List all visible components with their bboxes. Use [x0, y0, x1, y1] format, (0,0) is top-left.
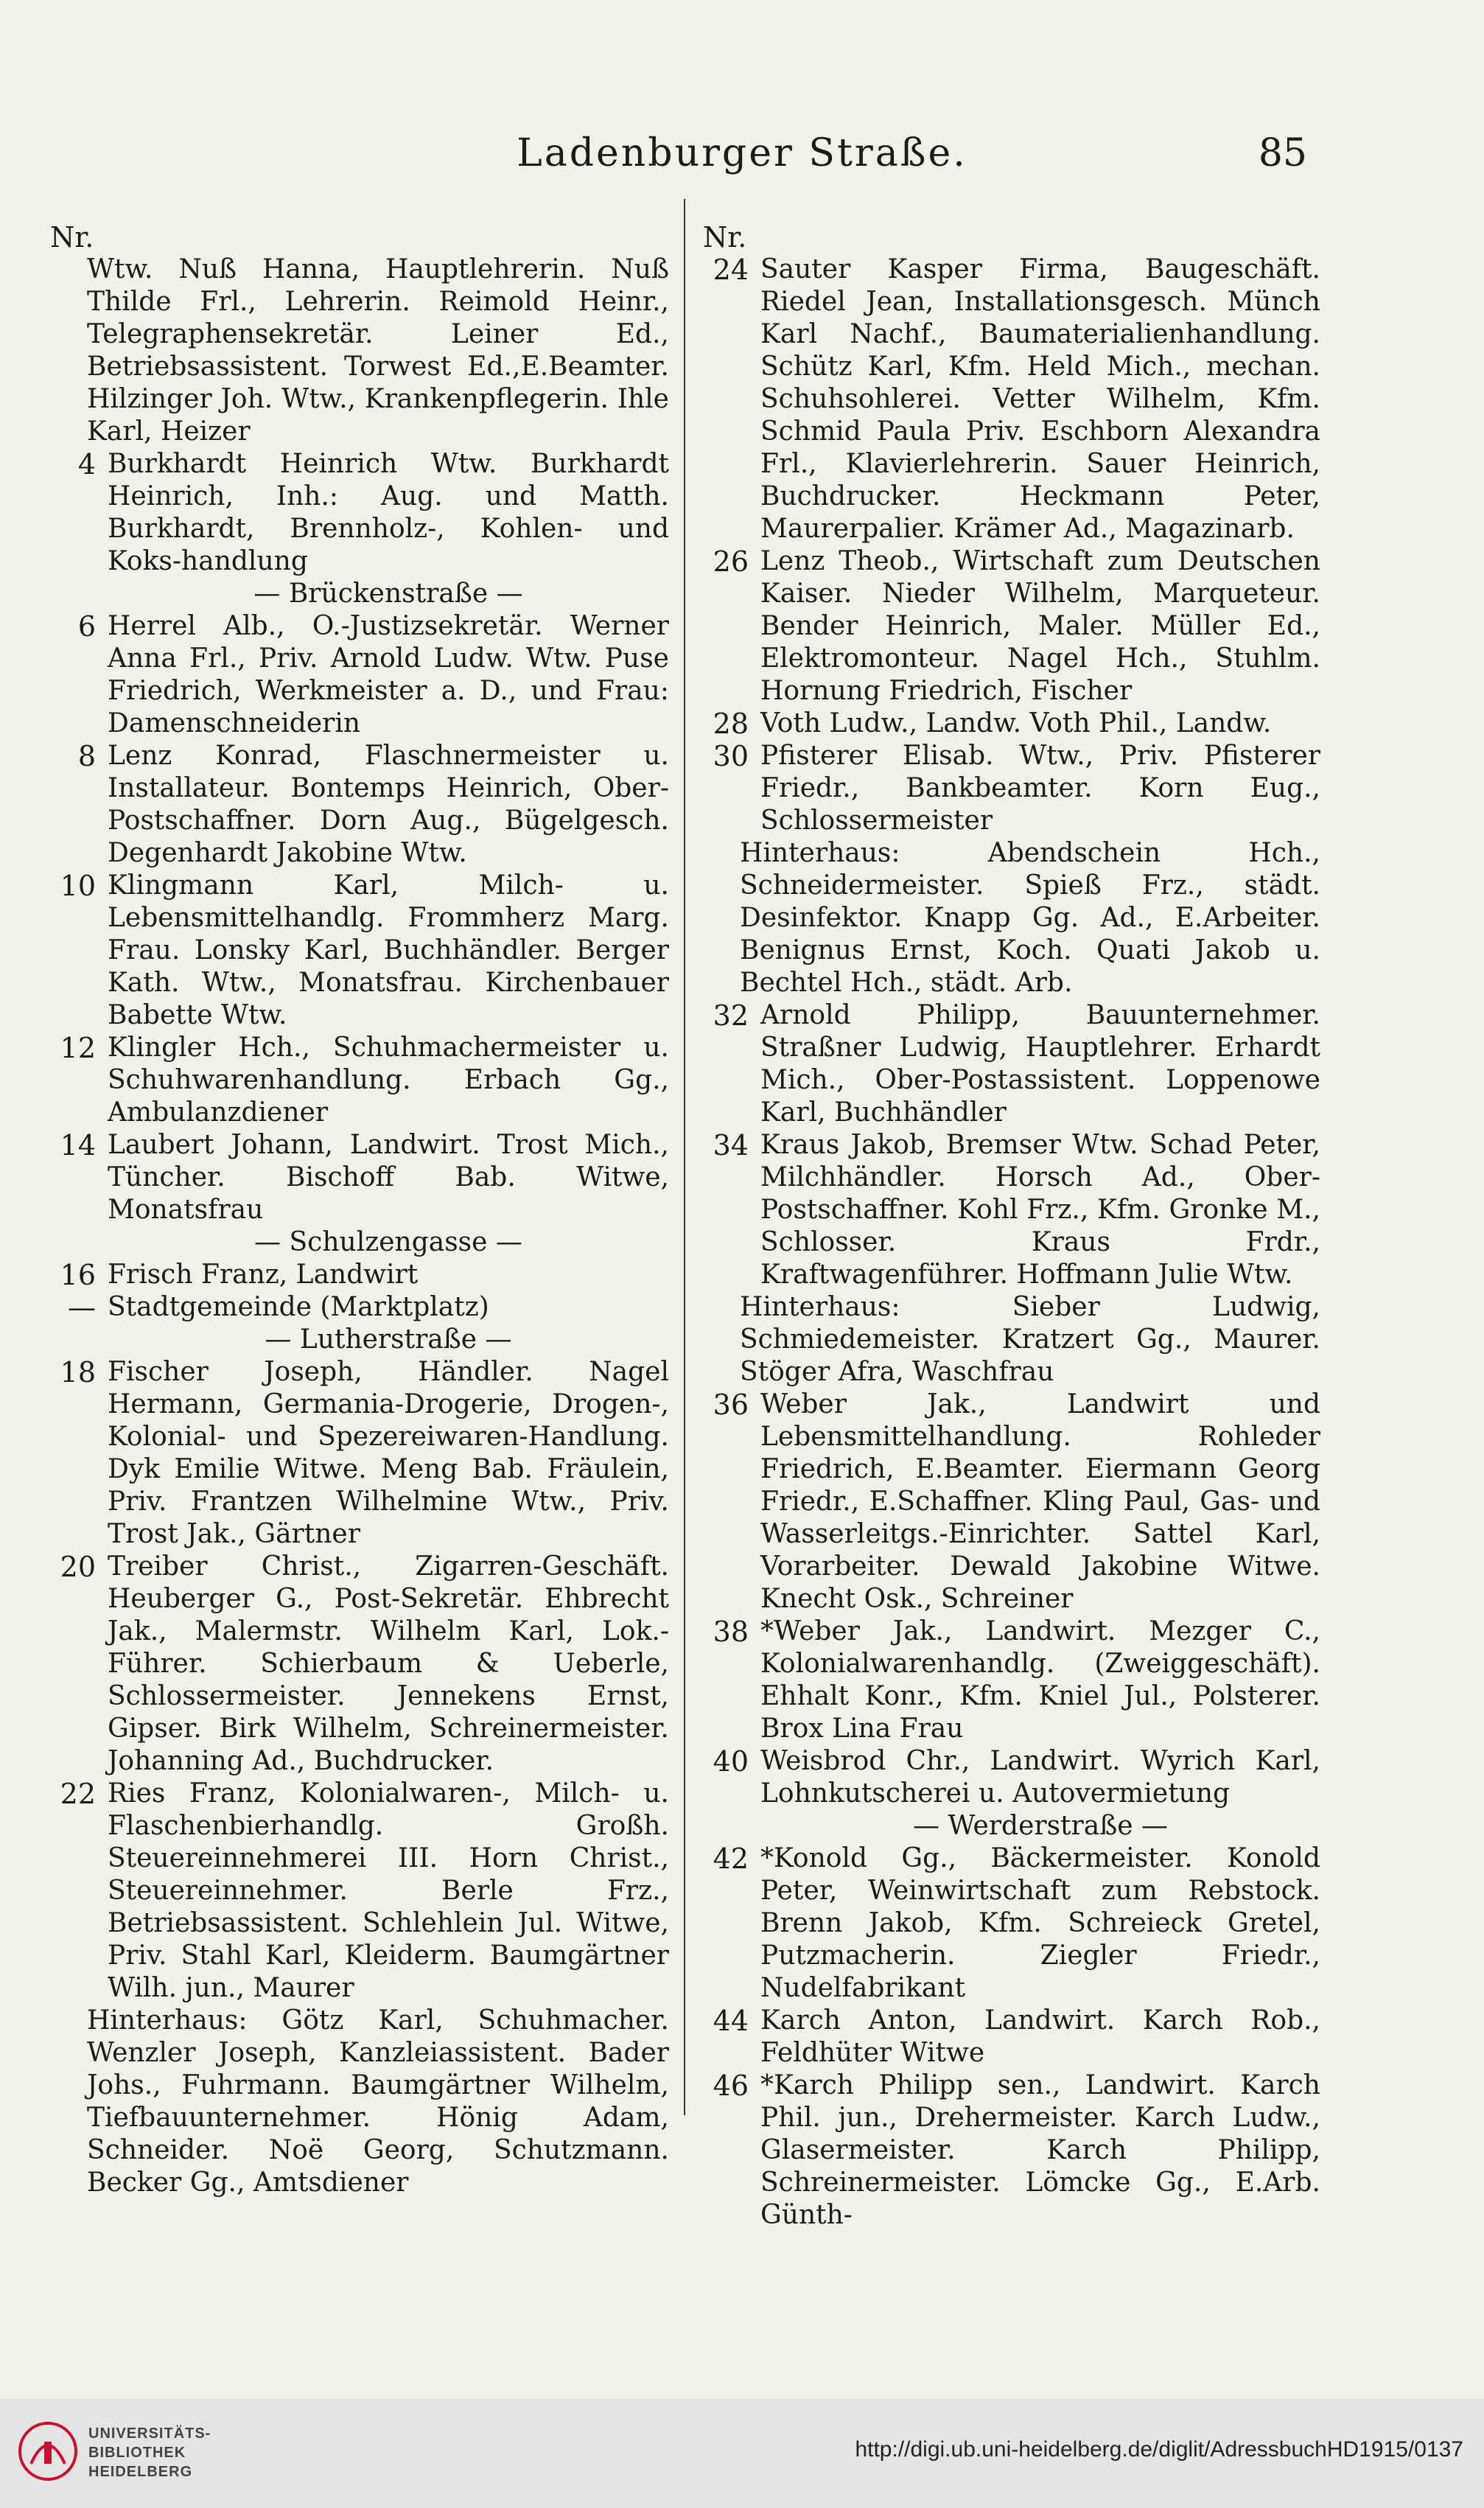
- directory-entry: [703, 1389, 1320, 1615]
- entry-text: Stadtgemeinde (Marktplatz): [108, 1292, 489, 1322]
- directory-entry: [50, 1129, 669, 1226]
- continuation-text: Wtw. Nuß Hanna, Hauptlehrerin. Nuß Thilde Frl., Lehrerin. Reimold Heinr., Telegraphensekretär. Leiner Ed., Betriebsassistent. Torwest Ed.,E.Beamter. Hilzinger Joh. Wtw., Krankenpflegerin. Ihle Karl, Heizer: [87, 254, 669, 447]
- directory-entry: [703, 2005, 1320, 2069]
- entry-text: Frisch Franz, Landwirt: [108, 1260, 419, 1290]
- house-number: 34: [713, 1129, 749, 1162]
- entry-text: Klingmann Karl, Milch- u. Lebensmittelhandlg. Frommherz Marg. Frau. Lonsky Karl, Buchhändler. Berger Kath. Wtw., Monatsfrau. Kirchenbauer Babette Wtw.: [108, 870, 669, 1030]
- house-number: 24: [713, 254, 749, 286]
- continuation-text: Hinterhaus: Sieber Ludwig, Schmiedemeister. Kratzert Gg., Maurer. Stöger Afra, Waschfrau: [740, 1292, 1320, 1387]
- directory-entry: [703, 545, 1320, 708]
- house-number: 42: [713, 1842, 749, 1875]
- directory-entry: [50, 870, 669, 1032]
- house-number: 38: [713, 1615, 749, 1648]
- nr-header: Nr.: [50, 221, 94, 254]
- directory-entry: [703, 2069, 1320, 2232]
- entry-text: Karch Anton, Landwirt. Karch Rob., Feldhüter Witwe: [760, 2005, 1320, 2068]
- continuation-text: Hinterhaus: Abendschein Hch., Schneidermeister. Spieß Frz., städt. Desinfektor. Knapp Gg. Ad., E.Arbeiter. Benignus Ernst, Koch. Quati Jakob u. Bechtel Hch., städt. Arb.: [740, 838, 1320, 998]
- house-number: 8: [77, 740, 96, 772]
- entry-text: *Karch Philipp sen., Landwirt. Karch Phil. jun., Drehermeister. Karch Ludw., Glasermeister. Karch Philipp, Schreinermeister. Lömcke Gg., E.Arb. Günth-: [760, 2070, 1320, 2230]
- logo-line: BIBLIOTHEK: [88, 2445, 186, 2461]
- house-number: 46: [713, 2069, 749, 2102]
- entry-text: Arnold Philipp, Bauunternehmer. Straßner Ludwig, Hauptlehrer. Erhardt Mich., Ober-Postassistent. Loppenowe Karl, Buchhändler: [760, 1000, 1320, 1128]
- cross-street-heading: — Werderstraße —: [913, 1811, 1168, 1841]
- house-number: 12: [60, 1032, 96, 1064]
- entry-text: Pfisterer Elisab. Wtw., Priv. Pfisterer Friedr., Bankbeamter. Korn Eug., Schlossermeister: [760, 741, 1320, 836]
- continuation-text: Hinterhaus: Götz Karl, Schuhmacher. Wenzler Joseph, Kanzleiassistent. Bader Johs., Fuhrmann. Baumgärtner Wilhelm, Tiefbauunternehmer. Hönig Adam, Schneider. Noë Georg, Schutzmann. Becker Gg., Amtsdiener: [87, 2005, 669, 2198]
- house-number: —: [68, 1291, 96, 1324]
- nr-header: Nr.: [703, 221, 747, 254]
- entry-text: Voth Ludw., Landw. Voth Phil., Landw.: [760, 708, 1272, 738]
- directory-entry: [703, 708, 1320, 740]
- cross-street-heading: — Schulzengasse —: [254, 1227, 522, 1257]
- house-number: 32: [713, 999, 749, 1032]
- directory-entry: [50, 610, 669, 740]
- entry-text: Fischer Joseph, Händler. Nagel Hermann, Germania-Drogerie, Drogen-, Kolonial- und Spezereiwaren-Handlung. Dyk Emilie Witwe. Meng Bab. Fräulein, Priv. Frantzen Wilhelmine Wtw., Priv. Trost Jak., Gärtner: [108, 1357, 669, 1549]
- directory-entry: [703, 999, 1320, 1129]
- house-number: 6: [77, 610, 96, 643]
- right-column: [703, 221, 1320, 2232]
- entry-text: Treiber Christ., Zigarren-Geschäft. Heuberger G., Post-Sekretär. Ehbrecht Jak., Malermstr. Wilhelm Karl, Lok.-Führer. Schierbaum & Ueberle, Schlossermeister. Jennekens Ernst, Gipser. Birk Wilhelm, Schreinermeister. Johanning Ad., Buchdrucker.: [108, 1551, 669, 1776]
- source-url-link[interactable]: http://digi.ub.uni-heidelberg.de/diglit/AdressbuchHD1915/0137: [855, 2437, 1463, 2462]
- house-number: 28: [713, 708, 749, 740]
- logo-line: HEIDELBERG: [88, 2464, 193, 2480]
- library-logo-icon: [16, 2420, 80, 2483]
- house-number: 44: [713, 2005, 749, 2037]
- entry-text: Lenz Konrad, Flaschnermeister u. Installateur. Bontemps Heinrich, Ober-Postschaffner. Dorn Aug., Bügelgesch. Degenhardt Jakobine Wtw.: [108, 741, 669, 868]
- entry-text: Weber Jak., Landwirt und Lebensmittelhandlung. Rohleder Friedrich, E.Beamter. Eiermann Georg Friedr., E.Schaffner. Kling Paul, Gas- und Wasserleitgs.-Einrichter. Sattel Karl, Vorarbeiter. Dewald Jakobine Witwe. Knecht Osk., Schreiner: [760, 1389, 1320, 1614]
- library-logo-text: [88, 2424, 211, 2481]
- entry-text: Herrel Alb., O.-Justizsekretär. Werner Anna Frl., Priv. Arnold Ludw. Wtw. Puse Friedrich, Werkmeister a. D., und Frau: Damenschneiderin: [108, 611, 669, 738]
- page-header: [0, 118, 1484, 184]
- house-number: 18: [60, 1356, 96, 1389]
- directory-entry: [703, 1745, 1320, 1810]
- house-number: 14: [60, 1129, 96, 1162]
- entry-text: Ries Franz, Kolonialwaren-, Milch- u. Flaschenbierhandlg. Großh. Steuereinnehmerei III. Horn Christ., Steuereinnehmer. Berle Frz., Betriebsassistent. Schlehlein Jul. Witwe, Priv. Stahl Karl, Kleiderm. Baumgärtner Wilh. jun., Maurer: [108, 1778, 669, 2003]
- directory-entry: [50, 1291, 669, 1324]
- house-number: 16: [60, 1259, 96, 1291]
- directory-entry: [703, 740, 1320, 837]
- page-title: Ladenburger Straße.: [517, 131, 967, 175]
- directory-entry: [50, 1032, 669, 1129]
- house-number: 30: [713, 740, 749, 772]
- house-number: 36: [713, 1389, 749, 1421]
- entry-text: Burkhardt Heinrich Wtw. Burkhardt Heinrich, Inh.: Aug. und Matth. Burkhardt, Brennholz-, Kohlen- und Koks-handlung: [108, 449, 669, 576]
- cross-street-heading: — Brückenstraße —: [253, 579, 523, 609]
- column-divider: [684, 199, 685, 2115]
- entry-text: Klingler Hch., Schuhmachermeister u. Schuhwarenhandlung. Erbach Gg., Ambulanzdiener: [108, 1033, 669, 1128]
- house-number: 26: [713, 545, 749, 578]
- logo-line: UNIVERSITÄTS-: [88, 2425, 211, 2442]
- house-number: 22: [60, 1778, 96, 1810]
- directory-entry: [703, 1129, 1320, 1291]
- directory-entry: [50, 448, 669, 578]
- page-number: 85: [1258, 131, 1307, 175]
- house-number: 10: [60, 870, 96, 902]
- entry-text: Weisbrod Chr., Landwirt. Wyrich Karl, Lohnkutscherei u. Autovermietung: [760, 1746, 1320, 1809]
- entry-text: Laubert Johann, Landwirt. Trost Mich., Tüncher. Bischoff Bab. Witwe, Monatsfrau: [108, 1130, 669, 1225]
- directory-entry: [703, 1615, 1320, 1745]
- house-number: 20: [60, 1551, 96, 1583]
- directory-entry: [703, 254, 1320, 545]
- house-number: 4: [77, 448, 96, 481]
- entry-text: Sauter Kasper Firma, Baugeschäft. Riedel Jean, Installationsgesch. Münch Karl Nachf., Baumaterialienhandlung. Schütz Karl, Kfm. Held Mich., mechan. Schuhsohlerei. Vetter Wilhelm, Kfm. Schmid Paula Priv. Eschborn Alexandra Frl., Klavierlehrerin. Sauer Heinrich, Buchdrucker. Heckmann Peter, Maurerpalier. Krämer Ad., Magazinarb.: [760, 254, 1320, 544]
- directory-entry: [50, 740, 669, 870]
- directory-entry: [50, 1551, 669, 1778]
- house-number: 40: [713, 1745, 749, 1778]
- entry-text: *Konold Gg., Bäckermeister. Konold Peter, Weinwirtschaft zum Rebstock. Brenn Jakob, Kfm. Schreieck Gretel, Putzmacherin. Ziegler Friedr., Nudelfabrikant: [760, 1843, 1320, 2003]
- directory-entry: [50, 1356, 669, 1551]
- entry-text: *Weber Jak., Landwirt. Mezger C., Kolonialwarenhandlg. (Zweiggeschäft). Ehhalt Konr., Kfm. Kniel Jul., Polsterer. Brox Lina Frau: [760, 1616, 1320, 1744]
- directory-entry: [50, 1259, 669, 1291]
- left-column: [50, 221, 669, 2199]
- entry-text: Lenz Theob., Wirtschaft zum Deutschen Kaiser. Nieder Wilhelm, Marqueteur. Bender Heinrich, Maler. Müller Ed., Elektromonteur. Nagel Hch., Stuhlm. Hornung Friedrich, Fischer: [760, 546, 1320, 706]
- entry-text: Kraus Jakob, Bremser Wtw. Schad Peter, Milchhändler. Horsch Ad., Ober-Postschaffner. Kohl Frz., Kfm. Gronke M., Schlosser. Kraus Frdr., Kraftwagenführer. Hoffmann Julie Wtw.: [760, 1130, 1320, 1290]
- library-footer: [0, 2399, 1484, 2508]
- cross-street-heading: — Lutherstraße —: [265, 1324, 512, 1355]
- directory-entry: [50, 1778, 669, 2005]
- directory-entry: [703, 1842, 1320, 2005]
